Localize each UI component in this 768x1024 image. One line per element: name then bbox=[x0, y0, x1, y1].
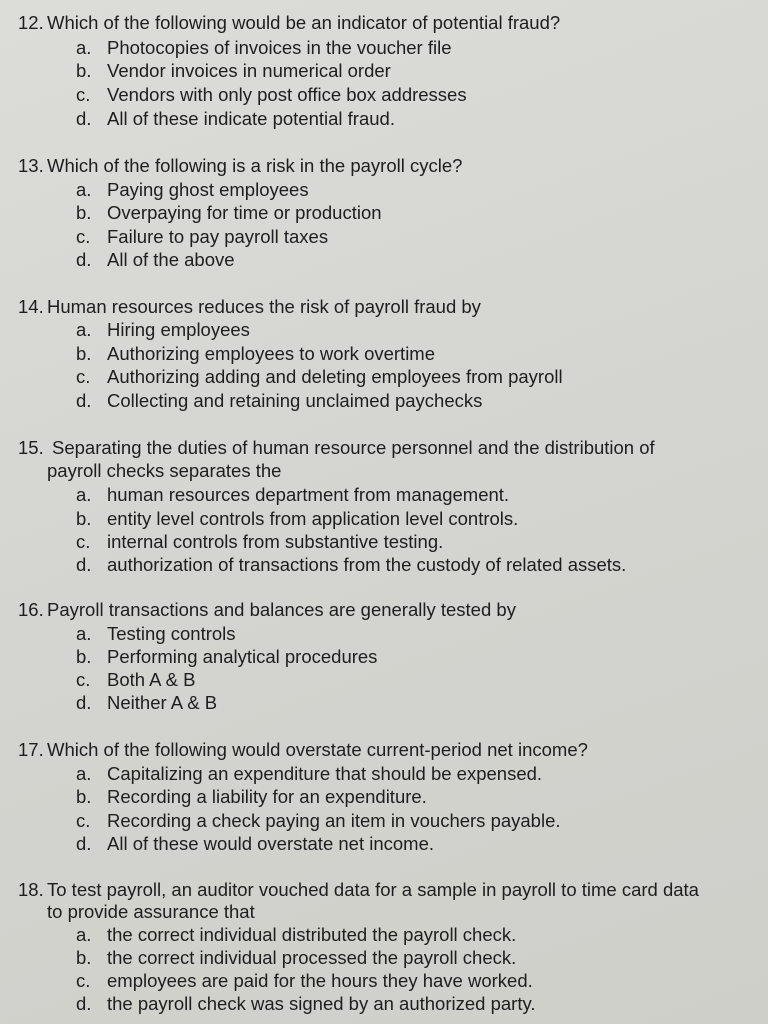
option-text: the correct individual processed the payroll check. bbox=[107, 947, 517, 968]
option-text: All of these indicate potential fraud. bbox=[107, 108, 395, 129]
question-number: 12. bbox=[18, 12, 44, 33]
option-letter: d. bbox=[76, 249, 92, 270]
question-text: Human resources reduces the risk of payroll fraud by bbox=[47, 296, 481, 317]
option-letter: c. bbox=[76, 970, 91, 991]
option-letter: c. bbox=[76, 531, 91, 552]
option-text: Recording a liability for an expenditure. bbox=[107, 786, 427, 807]
option-letter: a. bbox=[76, 319, 92, 340]
option-text: Photocopies of invoices in the voucher file bbox=[107, 37, 452, 58]
option-letter: b. bbox=[76, 786, 92, 807]
option-letter: c. bbox=[76, 84, 91, 105]
option-text: Overpaying for time or production bbox=[107, 202, 382, 223]
option-text: Paying ghost employees bbox=[107, 179, 309, 200]
option-text: authorization of transactions from the custody of related assets. bbox=[107, 554, 627, 575]
question-text: To test payroll, an auditor vouched data for a sample in payroll to time card data bbox=[47, 879, 699, 900]
option-text: Both A & B bbox=[107, 669, 196, 690]
option-letter: a. bbox=[76, 179, 92, 200]
question-text: Payroll transactions and balances are generally tested by bbox=[47, 599, 516, 620]
option-letter: b. bbox=[76, 60, 92, 81]
question-number: 15. bbox=[18, 437, 44, 458]
question-text: Which of the following would be an indicator of potential fraud? bbox=[47, 12, 561, 33]
option-text: Performing analytical procedures bbox=[107, 646, 378, 667]
option-text: Vendor invoices in numerical order bbox=[107, 60, 391, 81]
option-letter: c. bbox=[76, 810, 91, 831]
question-number: 14. bbox=[18, 296, 44, 317]
option-text: Hiring employees bbox=[107, 319, 250, 340]
option-text: Collecting and retaining unclaimed paychecks bbox=[107, 390, 483, 411]
option-text: the payroll check was signed by an authorized party. bbox=[107, 993, 536, 1014]
option-text: All of the above bbox=[107, 249, 235, 270]
question-number: 18. bbox=[18, 879, 44, 900]
option-text: All of these would overstate net income. bbox=[107, 833, 435, 854]
option-letter: d. bbox=[76, 108, 92, 129]
option-letter: b. bbox=[76, 646, 92, 667]
option-text: Vendors with only post office box addresses bbox=[107, 84, 467, 105]
option-text: Failure to pay payroll taxes bbox=[107, 226, 329, 247]
option-letter: a. bbox=[76, 623, 92, 644]
question-text: Which of the following is a risk in the payroll cycle? bbox=[47, 155, 463, 176]
option-text: internal controls from substantive testing. bbox=[107, 531, 444, 552]
option-letter: d. bbox=[76, 833, 92, 854]
option-letter: a. bbox=[76, 484, 92, 505]
option-letter: c. bbox=[76, 669, 91, 690]
option-text: human resources department from management. bbox=[107, 484, 510, 505]
option-text: employees are paid for the hours they have worked. bbox=[107, 970, 533, 991]
option-letter: a. bbox=[76, 763, 92, 784]
question-text-continued: to provide assurance that bbox=[47, 901, 255, 922]
option-letter: a. bbox=[76, 924, 92, 945]
option-letter: d. bbox=[76, 692, 92, 713]
option-text: entity level controls from application level controls. bbox=[107, 508, 519, 529]
question-number: 16. bbox=[18, 599, 44, 620]
option-letter: b. bbox=[76, 947, 92, 968]
option-text: the correct individual distributed the payroll check. bbox=[107, 924, 517, 945]
option-text: Testing controls bbox=[107, 623, 236, 644]
option-letter: d. bbox=[76, 390, 92, 411]
option-text: Recording a check paying an item in vouchers payable. bbox=[107, 810, 561, 831]
option-letter: d. bbox=[76, 554, 92, 575]
option-letter: b. bbox=[76, 343, 92, 364]
option-text: Authorizing adding and deleting employees from payroll bbox=[107, 366, 563, 387]
question-number: 13. bbox=[18, 155, 44, 176]
option-letter: b. bbox=[76, 202, 92, 223]
option-text: Capitalizing an expenditure that should be expensed. bbox=[107, 763, 543, 784]
question-number: 17. bbox=[18, 739, 44, 760]
option-letter: c. bbox=[76, 366, 91, 387]
question-text: Separating the duties of human resource personnel and the distribution of bbox=[52, 437, 655, 458]
option-letter: b. bbox=[76, 508, 92, 529]
option-letter: a. bbox=[76, 37, 92, 58]
question-text-continued: payroll checks separates the bbox=[47, 460, 282, 481]
option-letter: c. bbox=[76, 226, 91, 247]
question-text: Which of the following would overstate current-period net income? bbox=[47, 739, 588, 760]
option-text: Authorizing employees to work overtime bbox=[107, 343, 436, 364]
option-letter: d. bbox=[76, 993, 92, 1014]
option-text: Neither A & B bbox=[107, 692, 218, 713]
